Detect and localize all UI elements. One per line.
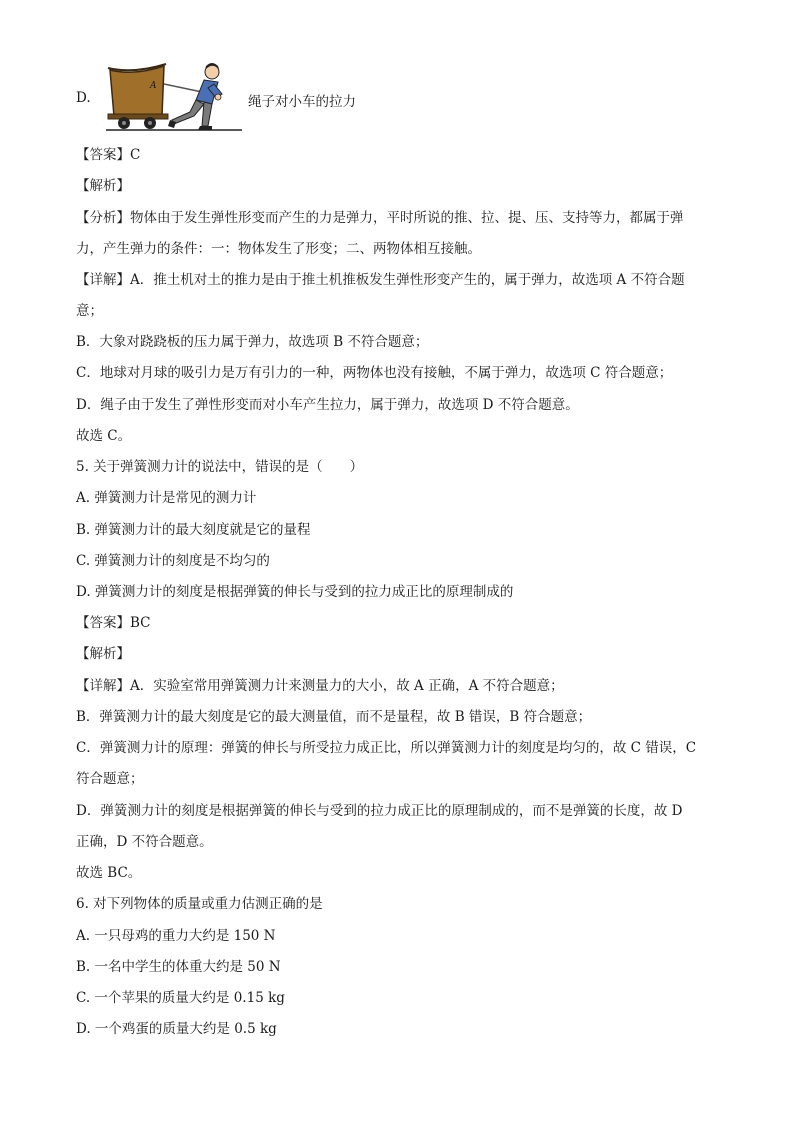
q4-fenxi-line1: 【分析】物体由于发生弹性形变而产生的力是弹力，平时所说的推、拉、提、压、支持等力，都属于弹 bbox=[76, 210, 684, 226]
q5-detail-b: B．弹簧测力计的最大刻度是它的最大测量值，而不是量程，故 B 错误，B 符合题意； bbox=[76, 709, 592, 725]
q4-detail-line2: 意； bbox=[76, 303, 103, 319]
q4-detail-b: B．大象对跷跷板的压力属于弹力，故选项 B 不符合题意； bbox=[76, 334, 429, 350]
q6-option-d: D. 一个鸡蛋的质量大约是 0.5 kg bbox=[76, 1021, 277, 1037]
q5-detail-a: 【详解】A．实验室常用弹簧测力计来测量力的大小，故 A 正确，A 不符合题意； bbox=[76, 678, 564, 694]
q5-detail-c2: 符合题意； bbox=[76, 771, 144, 787]
q5-answer-line bbox=[76, 614, 151, 632]
q6-option-b: B. 一名中学生的体重大约是 50 N bbox=[76, 959, 281, 975]
q4-detail-d: D．绳子由于发生了弹性形变而对小车产生拉力，属于弹力，故选项 D 不符合题意。 bbox=[76, 397, 579, 413]
q6-option-a: A. 一只母鸡的重力大约是 150 N bbox=[76, 928, 276, 944]
person-leg-front bbox=[202, 102, 212, 126]
q5-answer-label: 【答案】 bbox=[76, 615, 130, 631]
person-shoe-front bbox=[198, 126, 212, 130]
option-d-letter: D. bbox=[76, 90, 91, 106]
cart-pulling-illustration bbox=[104, 60, 244, 136]
q5-option-b: B. 弹簧测力计的最大刻度就是它的量程 bbox=[76, 522, 311, 538]
q5-stem: 5. 关于弹簧测力计的说法中，错误的是（ ） bbox=[76, 459, 364, 475]
person-leg-back bbox=[172, 100, 204, 124]
cart-label: A bbox=[150, 81, 157, 91]
q5-conclusion: 故选 BC。 bbox=[76, 865, 142, 881]
q4-answer-label: 【答案】 bbox=[76, 147, 130, 163]
q5-option-a: A. 弹簧测力计是常见的测力计 bbox=[76, 490, 257, 506]
cart-wheel-right-hub bbox=[148, 121, 152, 125]
q5-option-c: C. 弹簧测力计的刻度是不均匀的 bbox=[76, 553, 270, 569]
q4-detail-line1: 【详解】A．推土机对土的推力是由于推土机推板发生弹性形变产生的，属于弹力，故选项 A 不符合题 bbox=[76, 272, 685, 288]
cart-base bbox=[108, 114, 168, 119]
q5-detail-d1: D．弹簧测力计的刻度是根据弹簧的伸长与受到的拉力成正比的原理制成的，而不是弹簧的长度，故 D bbox=[76, 803, 683, 819]
q4-fenxi-line2: 力，产生弹力的条件：一：物体发生了形变；二、两物体相互接触。 bbox=[76, 241, 481, 257]
option-d-caption: 绳子对小车的拉力 bbox=[248, 94, 356, 110]
option-d-figure bbox=[76, 60, 376, 136]
q5-analysis-label: 【解析】 bbox=[76, 646, 130, 662]
q5-detail-c1: C．弹簧测力计的原理：弹簧的伸长与所受拉力成正比，所以弹簧测力计的刻度是均匀的，故 C 错误，C bbox=[76, 740, 697, 756]
rope bbox=[164, 84, 202, 92]
q4-answer-line bbox=[76, 146, 140, 164]
q5-option-d: D. 弹簧测力计的刻度是根据弹簧的伸长与受到的拉力成正比的原理制成的 bbox=[76, 584, 514, 600]
person-hand bbox=[215, 94, 221, 100]
q5-detail-d2: 正确，D 不符合题意。 bbox=[76, 834, 213, 850]
q4-answer-value: C bbox=[130, 147, 141, 163]
q4-analysis-label: 【解析】 bbox=[76, 178, 130, 194]
cart-box bbox=[110, 66, 164, 116]
cart-wheel-left-hub bbox=[122, 121, 126, 125]
q5-answer-value: BC bbox=[130, 615, 151, 631]
q4-conclusion: 故选 C。 bbox=[76, 428, 132, 444]
q4-detail-c: C．地球对月球的吸引力是万有引力的一种，两物体也没有接触，不属于弹力，故选项 C 符合题意； bbox=[76, 365, 673, 381]
q6-option-c: C. 一个苹果的质量大约是 0.15 kg bbox=[76, 990, 285, 1006]
q6-stem: 6. 对下列物体的质量或重力估测正确的是 bbox=[76, 896, 323, 912]
